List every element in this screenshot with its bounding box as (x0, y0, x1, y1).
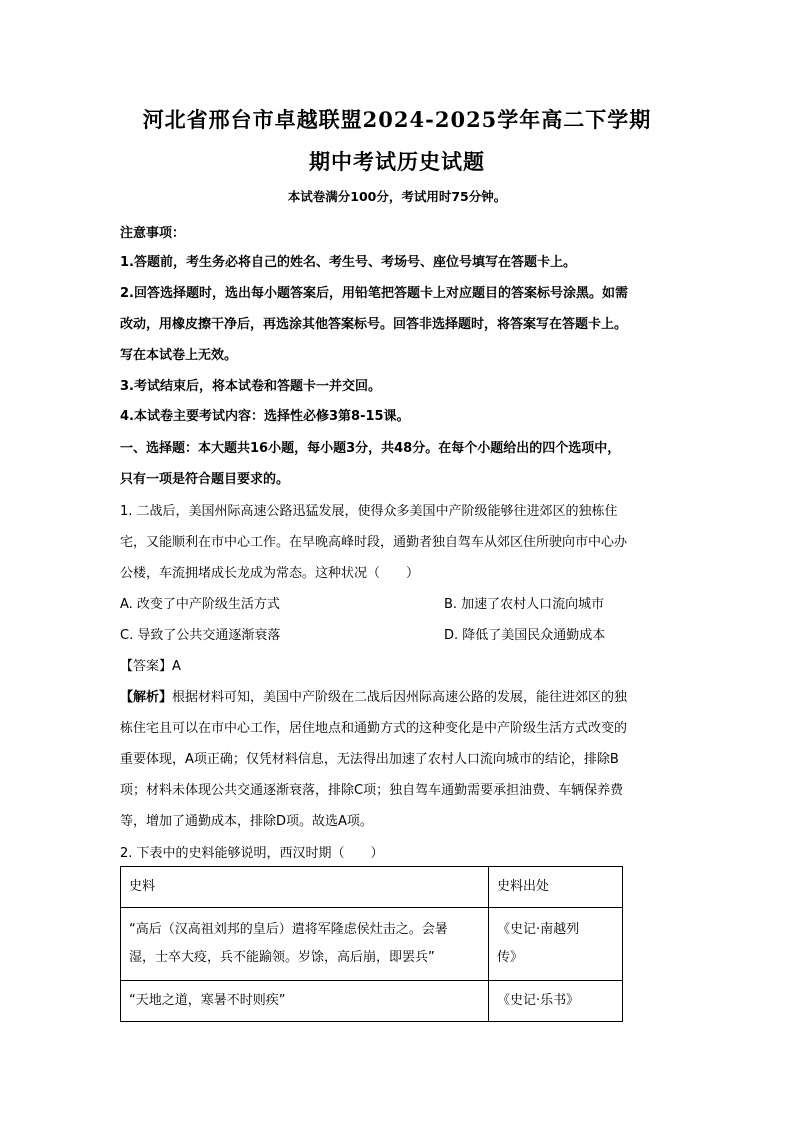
question-1-option-a: A. 改变了中产阶级生活方式 (120, 597, 280, 612)
document-title-line2: 期中考试历史试题 (309, 149, 485, 174)
table-header-row (121, 867, 623, 908)
notice-item-2-line2: 改动，用橡皮擦干净后，再选涂其他答案标号。回答非选择题时，将答案写在答题卡上。 (120, 317, 628, 332)
analysis-text: 根据材料可知，美国中产阶级在二战后因州际高速公路的发展，能往进郊区的独 (172, 690, 628, 705)
cell-line: 湿，士卒大疫，兵不能踰领。岁馀，高后崩，即罢兵” (129, 950, 435, 965)
table-cell-origin (489, 908, 623, 981)
cell-line: “高后（汉高祖刘邦的皇后）遣将军隆虑侯灶击之。会暑 (129, 922, 448, 937)
question-1-analysis-line4: 项；材料未体现公共交通逐渐衰落，排除C项；独自驾车通勤需要承担油费、车辆保养费 (120, 783, 624, 798)
question-1-analysis-line5: 等，增加了通勤成本，排除D项。故选A项。 (120, 814, 373, 829)
notice-heading: 注意事项： (120, 226, 186, 241)
question-1-option-b: B. 加速了农村人口流向城市 (444, 597, 605, 612)
question-1-stem-line2: 宅，又能顺利在市中心工作。在早晚高峰时段，通勤者独自驾车从郊区住所驶向市中心办 (120, 535, 628, 550)
notice-item-2-line3: 写在本试卷上无效。 (120, 348, 238, 363)
section-heading-line1: 一、选择题：本大题共16小题，每小题3分，共48分。在每个小题给出的四个选项中， (120, 441, 621, 456)
table-cell-origin: 《史记·乐书》 (489, 981, 623, 1022)
table-header-source: 史料 (121, 867, 489, 908)
question-1-analysis-line1 (120, 686, 627, 705)
notice-item-3: 3.考试结束后，将本试卷和答题卡一并交回。 (120, 379, 381, 394)
table-header-origin: 史料出处 (489, 867, 623, 908)
question-1-option-c: C. 导致了公共交通逐渐衰落 (120, 628, 281, 643)
exam-info: 本试卷满分100分，考试用时75分钟。 (287, 189, 507, 204)
question-1-stem-line1: 1. 二战后，美国州际高速公路迅猛发展，使得众多美国中产阶级能够往进郊区的独栋住 (120, 504, 618, 519)
table-row (121, 908, 623, 981)
table-cell-source: “天地之道，寒暑不时则疾” (121, 981, 489, 1022)
question-1-option-d: D. 降低了美国民众通勤成本 (444, 628, 606, 643)
notice-item-4: 4.本试卷主要考试内容：选择性必修3第8-15课。 (120, 409, 410, 424)
table-cell-source (121, 908, 489, 981)
notice-item-1: 1.答题前，考生务必将自己的姓名、考生号、考场号、座位号填写在答题卡上。 (120, 255, 576, 270)
notice-item-2-line1: 2.回答选择题时，选出每小题答案后，用铅笔把答题卡上对应题目的答案标号涂黑。如需 (120, 286, 628, 301)
table-row (121, 981, 623, 1022)
section-heading-line2: 只有一项是符合题目要求的。 (120, 472, 290, 487)
question-1-analysis-line2: 栋住宅且可以在市中心工作，居住地点和通勤方式的这种变化是中产阶级生活方式改变的 (120, 721, 628, 736)
source-table (120, 866, 623, 1022)
question-1-stem-line3: 公楼，车流拥堵成长龙成为常态。这种状况（ ） (120, 566, 420, 581)
question-1-analysis-line3: 重要体现，A项正确；仅凭材料信息，无法得出加速了农村人口流向城市的结论，排除B (120, 752, 619, 767)
question-1-answer: 【答案】A (120, 659, 181, 674)
document-title-line1: 河北省邢台市卓越联盟2024-2025学年高二下学期 (142, 107, 652, 132)
question-2-stem: 2. 下表中的史料能够说明，西汉时期（ ） (120, 846, 384, 861)
cell-line: 《史记·南越列 (497, 922, 580, 937)
cell-line: 传》 (497, 950, 524, 965)
analysis-label: 【解析】 (120, 690, 173, 705)
